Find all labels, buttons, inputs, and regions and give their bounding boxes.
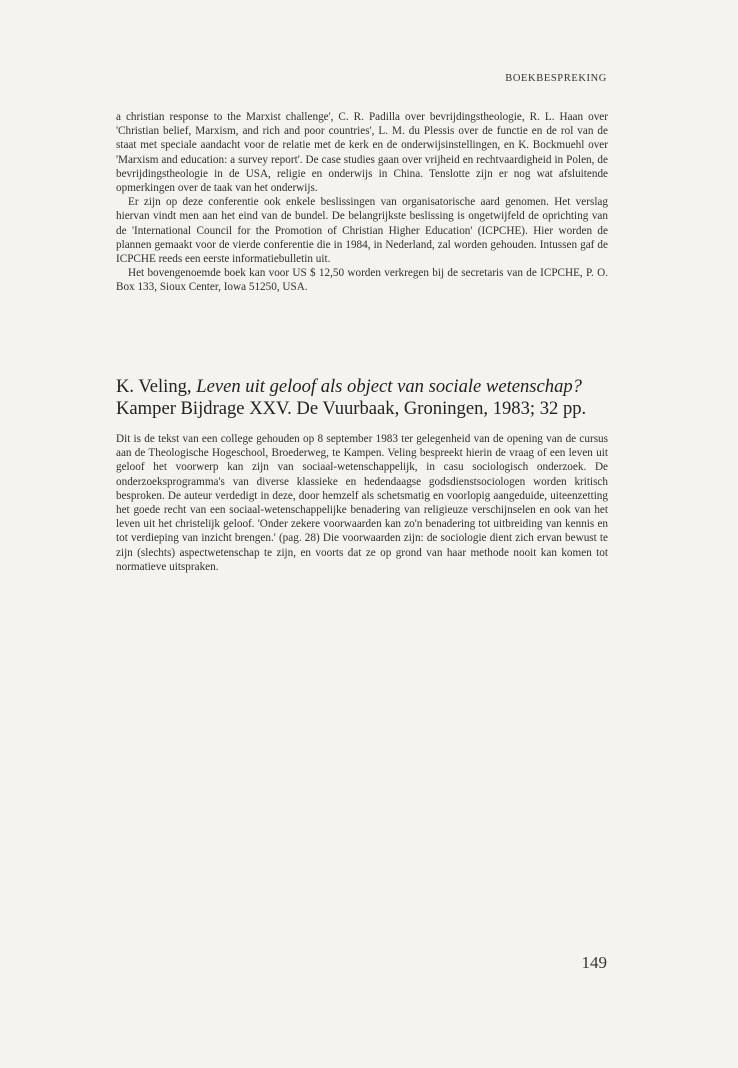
review-2-body: [116, 432, 608, 574]
review-1-paragraph-1: a christian response to the Marxist challenge', C. R. Padilla over bevrijdingstheologie, R. L. Haan over 'Christian belief, Marxism, and rich and poor countries', L. M. du Plessis over de functie en de rol van de staat met speciale aandacht voor de relatie met de kerk en de onderwijsinstellingen, en K. Bockmuehl over 'Marxism and education: a survey report'. De case studies gaan over vrijheid en rechtvaardigheid in Polen, de bevrijdingstheologie in de USA, religie en onderwijs in China. Tenslotte zijn er nog wat afsluitende opmerkingen over de taak van het onderwijs.: [116, 111, 608, 195]
review-2-publication: Kamper Bijdrage XXV. De Vuurbaak, Groningen, 1983; 32 pp.: [116, 398, 587, 419]
review-2-heading: [116, 376, 612, 420]
review-2-paragraph-1: Dit is de tekst van een college gehouden op 8 september 1983 ter gelegenheid van de opening van de cursus aan de Theologische Hogeschool, Broederweg, te Kampen. Veling bespreekt hierin de vraag of een leven uit geloof het voorwerp kan zijn van sociaal-wetenschappelijk, in casu sociologisch onderzoek. De onderzoeksprogramma's van diverse klassieke en hedendaagse godsdienstsociologen worden kritisch besproken. De auteur verdedigt in deze, door hemzelf als schetsmatig en voorlopig aangeduide, uiteenzetting het goede recht van een sociaal-wetenschappelijke benadering van religieuze verschijnselen en ook van het leven uit het christelijk geloof. 'Onder zekere voorwaarden kan zo'n benadering tot uitbreiding van kennis en tot verdieping van inzicht brengen.' (pag. 28) Die voorwaarden zijn: de sociologie dient zich ervan bewust te zijn (slechts) aspectwetenschap te zijn, en voorts dat ze op grond van haar methode nooit kan komen tot normatieve uitspraken.: [116, 433, 608, 573]
review-2-title: Leven uit geloof als object van sociale wetenschap?: [196, 376, 582, 397]
review-1-paragraph-2: Er zijn op deze conferentie ook enkele beslissingen van organisatorische aard genomen. Het verslag hiervan vindt men aan het eind van de bundel. De belangrijkste beslissing is ongetwijfeld de oprichting van de 'International Council for the Promotion of Christian Higher Education' (ICPCHE). Hier worden de plannen gemaakt voor de vierde conferentie die in 1984, in Nederland, zal worden gehouden. Intussen gaf de ICPCHE reeds een eerste informatiebulletin uit.: [116, 196, 608, 266]
running-head: BOEKBESPREKING: [505, 73, 607, 84]
page-number: 149: [581, 953, 607, 972]
review-1-body: [116, 110, 608, 295]
review-1-paragraph-3: Het bovengenoemde boek kan voor US $ 12,50 worden verkregen bij de secretaris van de ICPCHE, P. O. Box 133, Sioux Center, Iowa 51250, USA.: [116, 267, 608, 294]
review-2-author: K. Veling,: [116, 376, 192, 397]
